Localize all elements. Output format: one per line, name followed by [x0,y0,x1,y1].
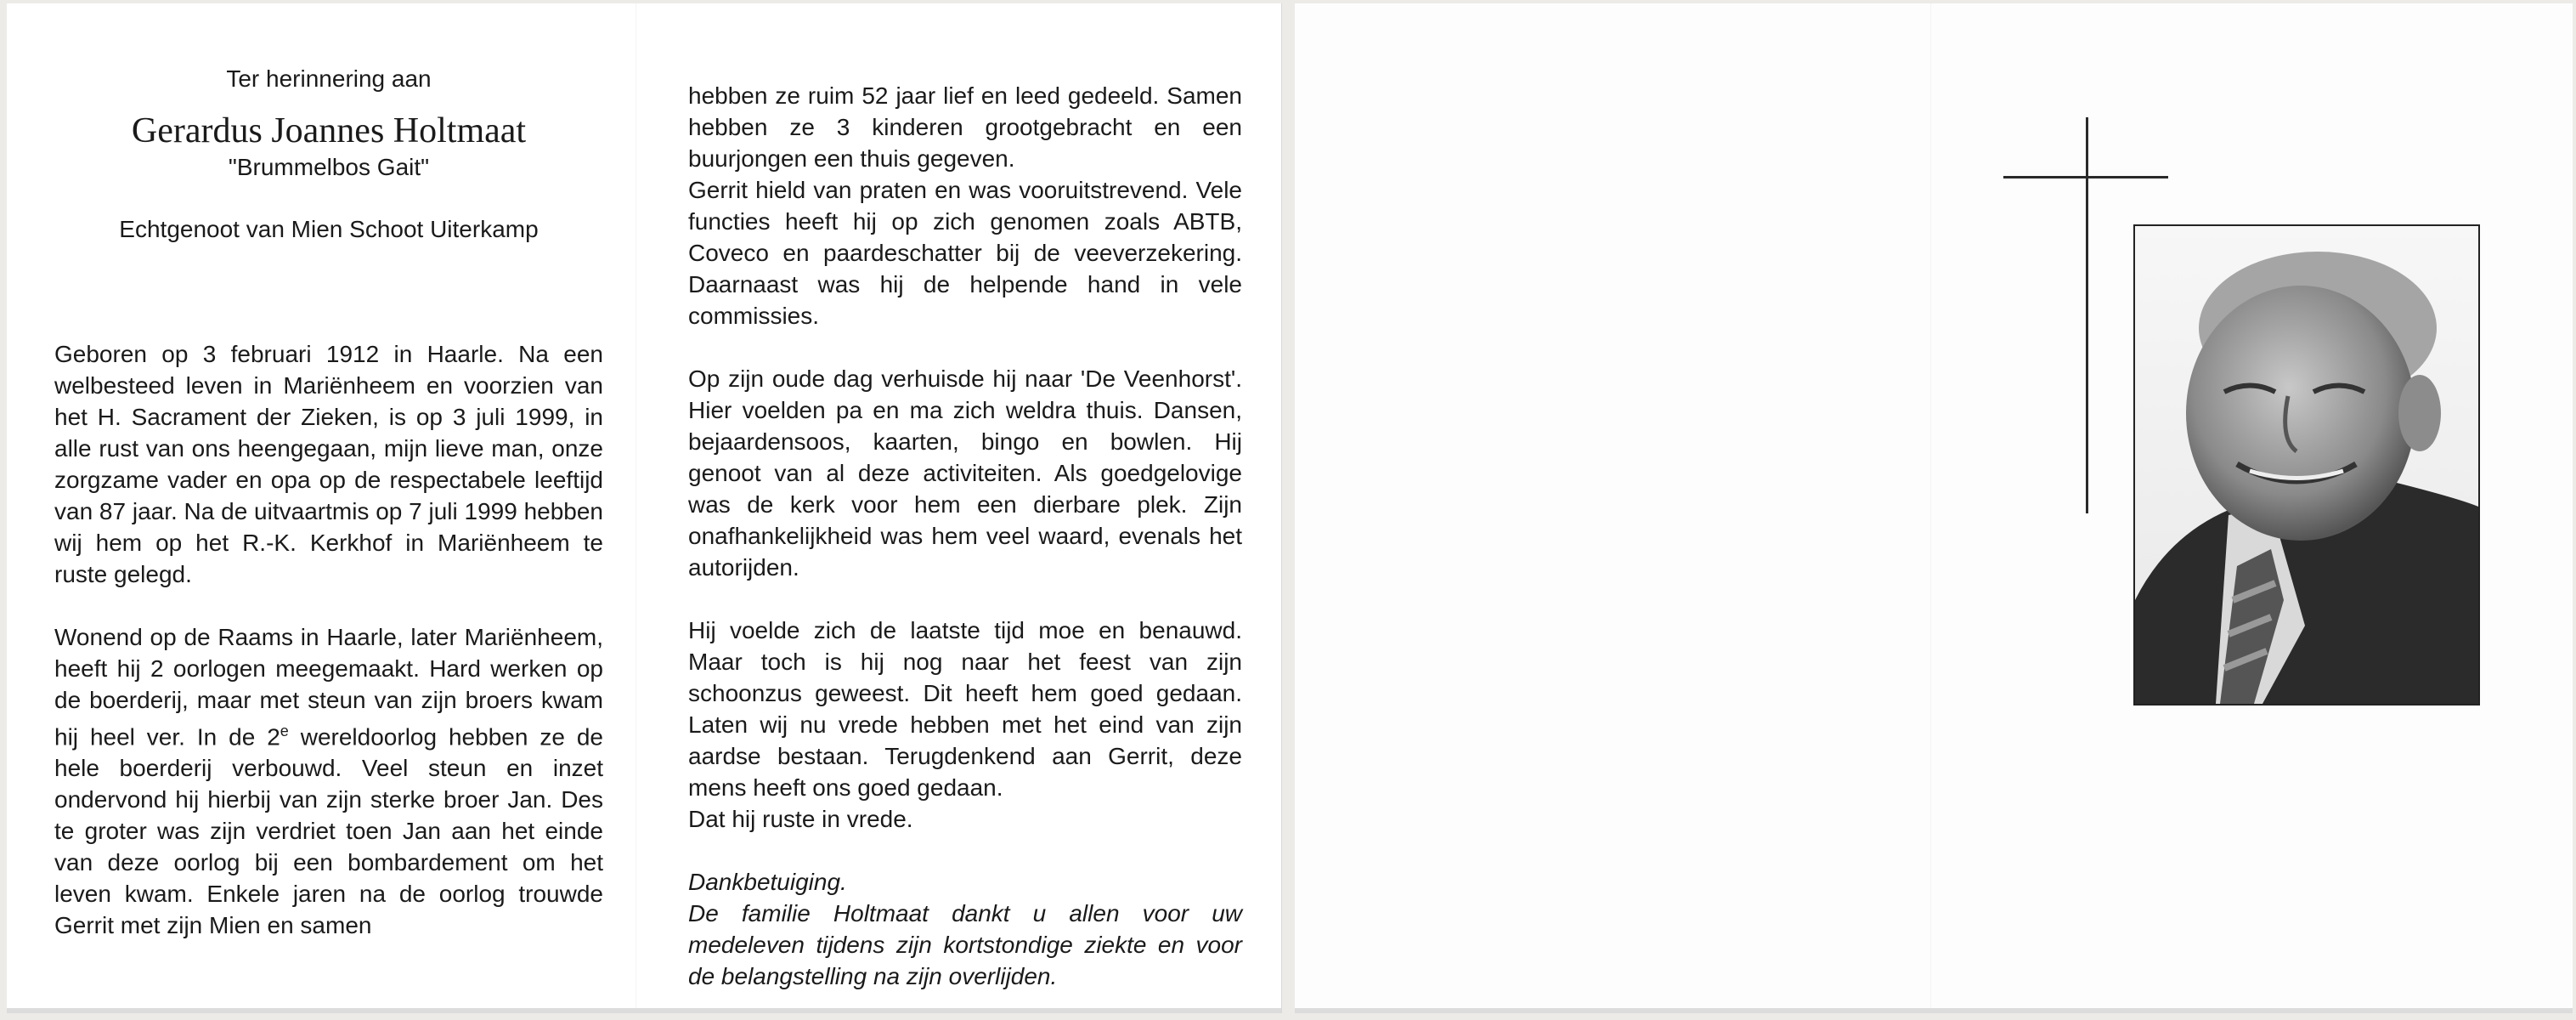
biography-life-part2: wereldoorlog hebben ze de hele boerderij verbouwd. Veel steun en inzet ondervond hij hierbij van zijn sterke broer Jan. Des te groter was zijn verdriet toen Jan aan het einde van deze oorlog bij een bombardement om het leven kwam. Enkele jaren na de oorlog trouwde Gerrit met zijn Mien en samen [54,723,603,939]
biography-paragraph-life [54,621,603,941]
ordinal-suffix: e [280,722,289,740]
portrait-photo [2133,224,2480,706]
scan-edge-right [1295,1008,2573,1013]
memorial-card-inside-left [7,3,1282,1013]
intro-text: Ter herinnering aan [226,65,432,92]
heading-block [54,63,603,245]
biography-paragraph-birth: Geboren op 3 februari 1912 in Haarle. Na een welbesteed leven in Mariënheem en voorzien van het H. Sacrament der Zieken, is op 3 juli 1999, in alle rust van ons heengegaan, mijn lieve man, onze zorgzame vader en opa op de respectabele leeftijd van 87 jaar. Na de uitvaartmis op 7 juli 1999 hebben wij hem op het R.-K. Kerkhof in Mariënheem te ruste gelegd. [54,341,603,587]
card-fold-right [1930,3,1932,1013]
memorial-card-outside-right [1295,3,2573,1013]
biography-paragraph-functions: Gerrit hield van praten en was vooruitstrevend. Vele functies heeft hij op zich genomen zoals ABTB, Coveco en paardeschatter bij de veeverzekering. Daarnaast was hij de helpende hand in vele commissies. [688,177,1242,329]
nickname: "Brummelbos Gait" [228,154,430,180]
biography-life-part1: Wonend op de Raams in Haarle, later Mariënheem, heeft hij 2 oorlogen meegemaakt. Hard werken op de boerderij, maar met steun van zijn broers kwam hij heel ver. In de 2 [54,624,603,751]
left-column [54,63,603,941]
cross-horizontal-bar [2003,176,2168,178]
card-fold [636,3,637,1013]
scan-edge [7,1008,1281,1013]
middle-column [688,80,1242,992]
thanks-title: Dankbetuiging. [688,869,847,895]
portrait-illustration [2135,226,2478,704]
spouse-line: Echtgenoot van Mien Schoot Uiterkamp [119,216,539,242]
rest-in-peace-line: Dat hij ruste in vrede. [688,806,913,832]
biography-paragraph-final: Hij voelde zich de laatste tijd moe en benauwd. Maar toch is hij nog naar het feest van zijn schoonzus geweest. Dit heeft hem goed gedaan. Laten wij nu vrede hebben met het eind van zijn aardse bestaan. Terugdenkend aan Gerrit, deze mens heeft ons goed gedaan. [688,617,1242,801]
deceased-name: Gerardus Joannes Holtmaat [131,111,527,150]
thanks-text: De familie Holtmaat dankt u allen voor uw medeleven tijdens zijn kortstondige ziekte en voor de belangstelling na zijn overlijden. [688,900,1242,989]
biography-paragraph-marriage: hebben ze ruim 52 jaar lief en leed gedeeld. Samen hebben ze 3 kinderen grootgebracht en een buurjongen een thuis gegeven. [688,82,1242,172]
biography-paragraph-old-age: Op zijn oude dag verhuisde hij naar 'De Veenhorst'. Hier voelden pa en ma zich weldra thuis. Dansen, bejaardensoos, kaarten, bingo en bowlen. Hij genoot van al deze activiteiten. Als goedgelovige was de kerk voor hem een dierbare plek. Zijn onafhankelijkheid was hem veel waard, evenals het autorijden. [688,366,1242,581]
